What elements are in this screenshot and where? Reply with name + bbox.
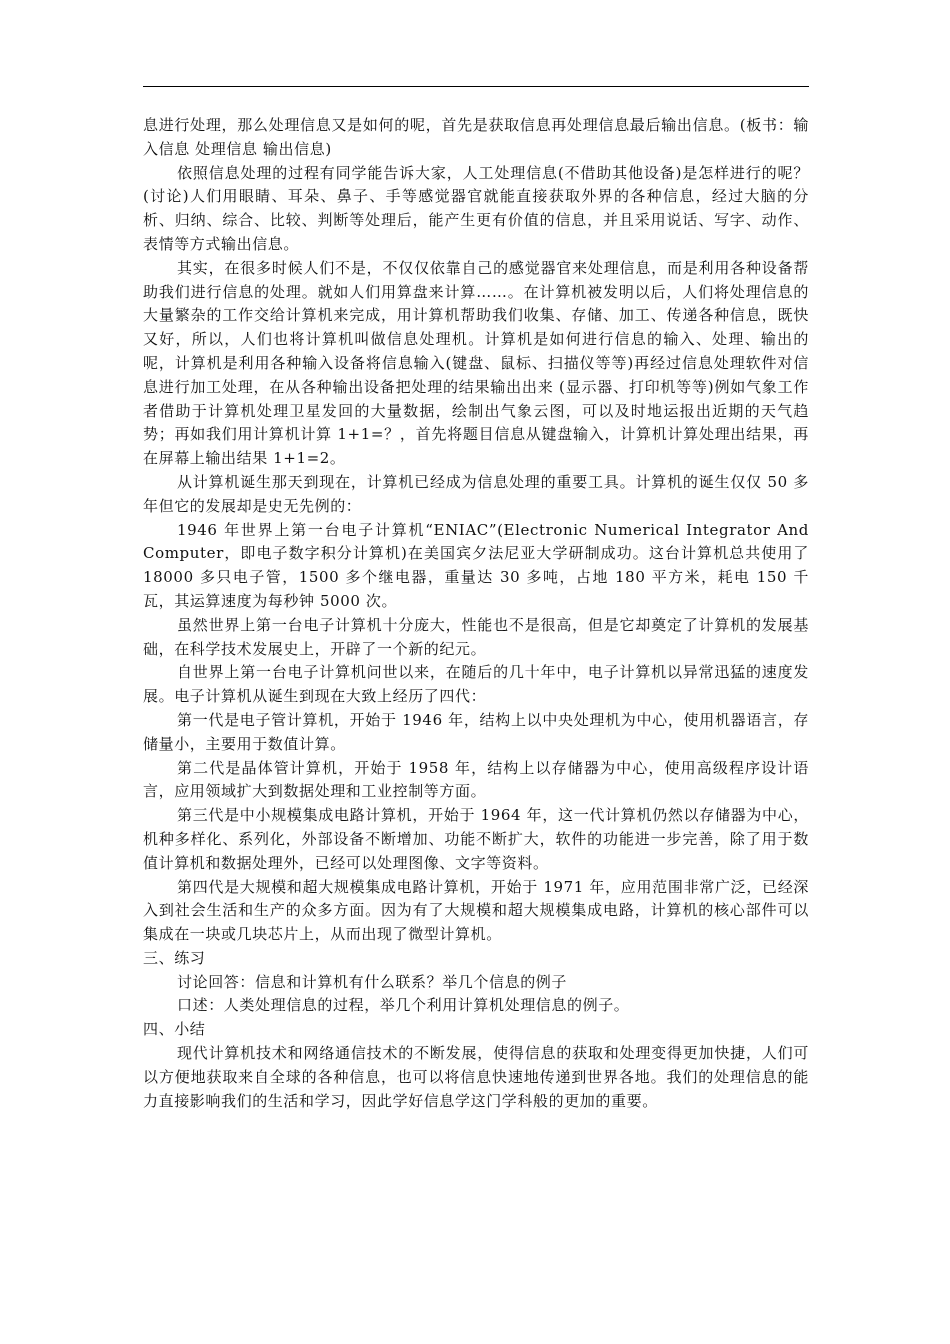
paragraph: 口述：人类处理信息的过程，举几个利用计算机处理信息的例子。 bbox=[177, 996, 630, 1015]
paragraph-generation-3: 第三代是中小规模集成电路计算机，开始于 1964 年，这一代计算机仍然以存储器为中心，机种多样化、系列化，外部设备不断增加、功能不断扩大，软件的功能进一步完善，除了用于数值计算机和数据处理外，已经可以处理图像、文字等资料。 bbox=[143, 806, 809, 872]
paragraph-generation-1: 第一代是电子管计算机，开始于 1946 年，结构上以中央处理机为中心，使用机器语言，存储量小，主要用于数值计算。 bbox=[143, 710, 809, 753]
paragraph: 依照信息处理的过程有同学能告诉大家，人工处理信息(不借助其他设备)是怎样进行的呢？(讨论)人们用眼睛、耳朵、鼻子、手等感觉器官就能直接获取外界的各种信息，经过大脑的分析、归纳、综合、比较、判断等处理后，能产生更有价值的信息，并且采用说话、写字、动作、表情等方式输出信息。 bbox=[143, 163, 809, 253]
section-heading-practice: 三、练习 bbox=[143, 948, 206, 967]
paragraph: 现代计算机技术和网络通信技术的不断发展，使得信息的获取和处理变得更加快捷，人们可以方便地获取来自全球的各种信息，也可以将信息快速地传递到世界各地。我们的处理信息的能力直接影响我们的生活和学习，因此学好信息学这门学科般的更加的重要。 bbox=[143, 1044, 809, 1110]
document-body bbox=[143, 87, 809, 1113]
paragraph: 息进行处理，那么处理信息又是如何的呢，首先是获取信息再处理信息最后输出信息。(板书：输入信息 处理信息 输出信息) bbox=[143, 116, 809, 158]
paragraph-generation-4: 第四代是大规模和超大规模集成电路计算机，开始于 1971 年，应用范围非常广泛，已经深入到社会生活和生产的众多方面。因为有了大规模和超大规模集成电路，计算机的核心部件可以集成在一块或几块芯片上，从而出现了微型计算机。 bbox=[143, 877, 809, 944]
paragraph: 讨论回答：信息和计算机有什么联系？举几个信息的例子 bbox=[177, 972, 568, 991]
section-heading-summary: 四、小结 bbox=[143, 1020, 206, 1039]
document-page bbox=[143, 86, 809, 1113]
paragraph: 其实，在很多时候人们不是，不仅仅依靠自己的感觉器官来处理信息，而是利用各种设备帮助我们进行信息的处理。就如人们用算盘来计算……。在计算机被发明以后，人们将处理信息的大量繁杂的工作交给计算机来完成，用计算机帮助我们收集、存储、加工、传递各种信息，既快又好，所以，人们也将计算机叫做信息处理机。计算机是如何进行信息的输入、处理、输出的呢，计算机是利用各种输入设备将信息输入(键盘、鼠标、扫描仪等等)再经过信息处理软件对信息进行加工处理，在从各种输出设备把处理的结果输出出来 (显示器、打印机等等)例如气象工作者借助于计算机处理卫星发回的大量数据，绘制出气象云图，可以及时地运报出近期的天气趋势；再如我们用计算机计算 1+1=？，首先将题目信息从键盘输入，计算机计算处理出结果，再在屏幕上输出结果 1+1=2。 bbox=[143, 258, 809, 468]
paragraph-eniac: 1946 年世界上第一台电子计算机“ENIAC”(Electronic Numerical Integrator And Computer，即电子数字积分计算机)在美国宾夕法尼亚大学研制成功。这台计算机总共使用了 18000 多只电子管，1500 多个继电器，重量达 30 多吨，占地 180 平方米，耗电 150 千瓦，其运算速度为每秒钟 5000 次。 bbox=[143, 520, 809, 610]
paragraph: 虽然世界上第一台电子计算机十分庞大，性能也不是很高，但是它却奠定了计算机的发展基础，在科学技术发展史上，开辟了一个新的纪元。 bbox=[143, 615, 809, 658]
paragraph: 自世界上第一台电子计算机问世以来，在随后的几十年中，电子计算机以异常迅猛的速度发展。电子计算机从诞生到现在大致上经历了四代： bbox=[143, 663, 809, 706]
paragraph-generation-2: 第二代是晶体管计算机，开始于 1958 年，结构上以存储器为中心，使用高级程序设计语言，应用领域扩大到数据处理和工业控制等方面。 bbox=[143, 758, 809, 801]
paragraph: 从计算机诞生那天到现在，计算机已经成为信息处理的重要工具。计算机的诞生仅仅 50 多年但它的发展却是史无先例的： bbox=[143, 472, 809, 515]
